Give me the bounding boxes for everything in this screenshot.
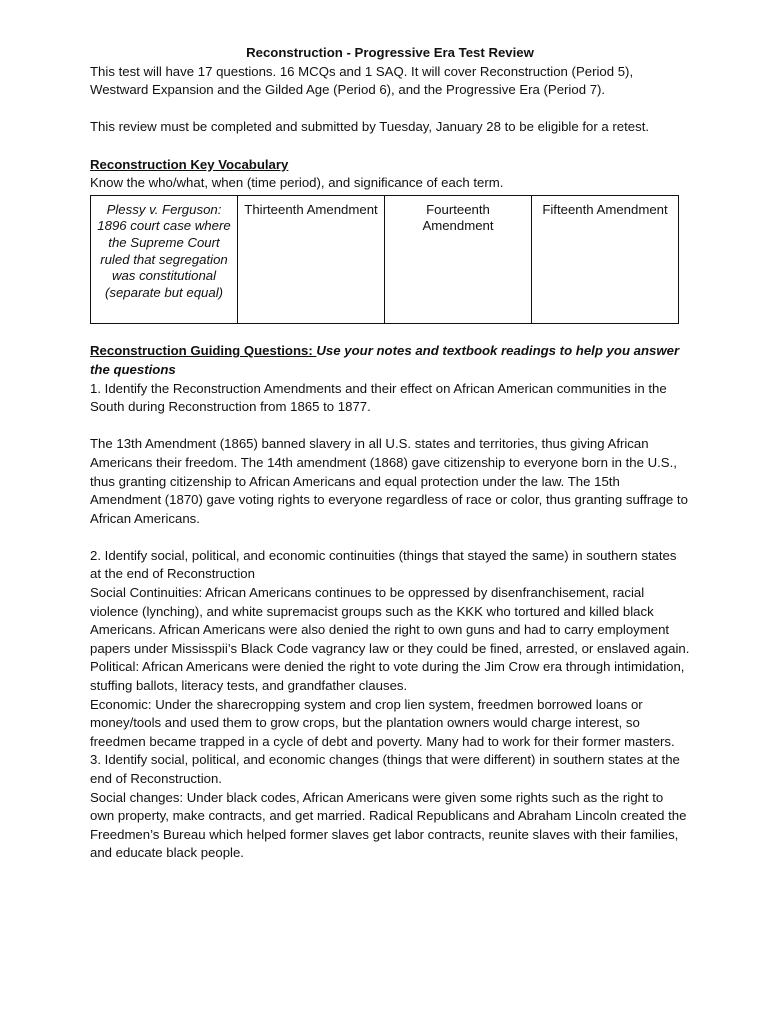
answer-2-political: Political: African Americans were denied the right to vote during the Jim Crow era through intimidation, stuffing ballots, literacy tests, and grandfather clauses.: [90, 659, 685, 694]
vocab-heading: Reconstruction Key Vocabulary: [90, 156, 289, 172]
vocab-table: [90, 195, 679, 324]
question-2: 2. Identify social, political, and economic continuities (things that stayed the same) in southern states at the end of Reconstruction: [90, 547, 677, 582]
guiding-note: Use your notes and textbook readings to help you answer the questions: [90, 343, 680, 377]
guiding-heading: [90, 342, 690, 379]
question-1: 1. Identify the Reconstruction Amendments and their effect on African American communities in the South during Reconstruction from 1865 to 1877.: [90, 380, 667, 415]
page-title: Reconstruction - Progressive Era Test Review: [246, 45, 534, 60]
vocab-cell-fifteenth: Fifteenth Amendment: [532, 195, 679, 323]
vocab-row: [91, 195, 679, 323]
spacer: [90, 417, 690, 436]
intro-paragraph: This test will have 17 questions. 16 MCQs and 1 SAQ. It will cover Reconstruction (Period 5), Westward Expansion and the Gilded Age (Period 6), and the Progressive Era (Period 7).: [90, 63, 634, 98]
answer-1: The 13th Amendment (1865) banned slavery in all U.S. states and territories, thus giving African Americans their freedom. The 14th amendment (1868) gave citizenship to everyone born in the U.S., thus granting citizenship to African Americans and equal protection under the law. The 15th Amendment (1870) gave voting rights to everyone regardless of race or color, thus granting suffrage to African Americans.: [90, 436, 688, 526]
answer-2-economic: Economic: Under the sharecropping system and crop lien system, freedmen borrowed loans or money/tools and used them to grow crops, but the plantation owners would charge interest, so freedmen became trapped in a cycle of debt and poverty. Many had to work for their former masters.: [90, 696, 675, 749]
vocab-instruction: Know the who/what, when (time period), and significance of each term.: [90, 175, 504, 191]
guiding-heading-label: Reconstruction Guiding Questions:: [90, 343, 317, 359]
answer-2-social: Social Continuities: African Americans continues to be oppressed by disenfranchisement, racial violence (lynching), and white supremacist groups such as the KKK who tortured and killed black Americans. African Americans were also denied the right to own guns and had to carry employment papers under Mississpii’s Black Code vagrancy law or they could be fined, arrested, or enslaved again.: [90, 585, 690, 656]
vocab-cell-plessy: Plessy v. Ferguson: 1896 court case where the Supreme Court ruled that segregation was constitutional (separate but equal): [91, 195, 238, 323]
document-body: [90, 44, 690, 863]
question-3: 3. Identify social, political, and economic changes (things that were different) in southern states at the end of Reconstruction.: [90, 752, 680, 786]
deadline-paragraph: This review must be completed and submitted by Tuesday, January 28 to be eligible for a retest.: [90, 119, 650, 135]
spacer: [90, 100, 690, 119]
spacer: [90, 324, 690, 343]
spacer: [90, 528, 690, 547]
vocab-cell-thirteenth: Thirteenth Amendment: [238, 195, 385, 323]
answer-3-social: Social changes: Under black codes, African Americans were given some rights such as the right to own property, make contracts, and get married. Radical Republicans and Abraham Lincoln created the Freedmen’s Bureau which helped former slaves get labor contracts, reunite slaves with their families, and educate black people.: [90, 789, 687, 861]
vocab-cell-fourteenth: Fourteenth Amendment: [385, 195, 532, 323]
spacer: [90, 137, 690, 156]
